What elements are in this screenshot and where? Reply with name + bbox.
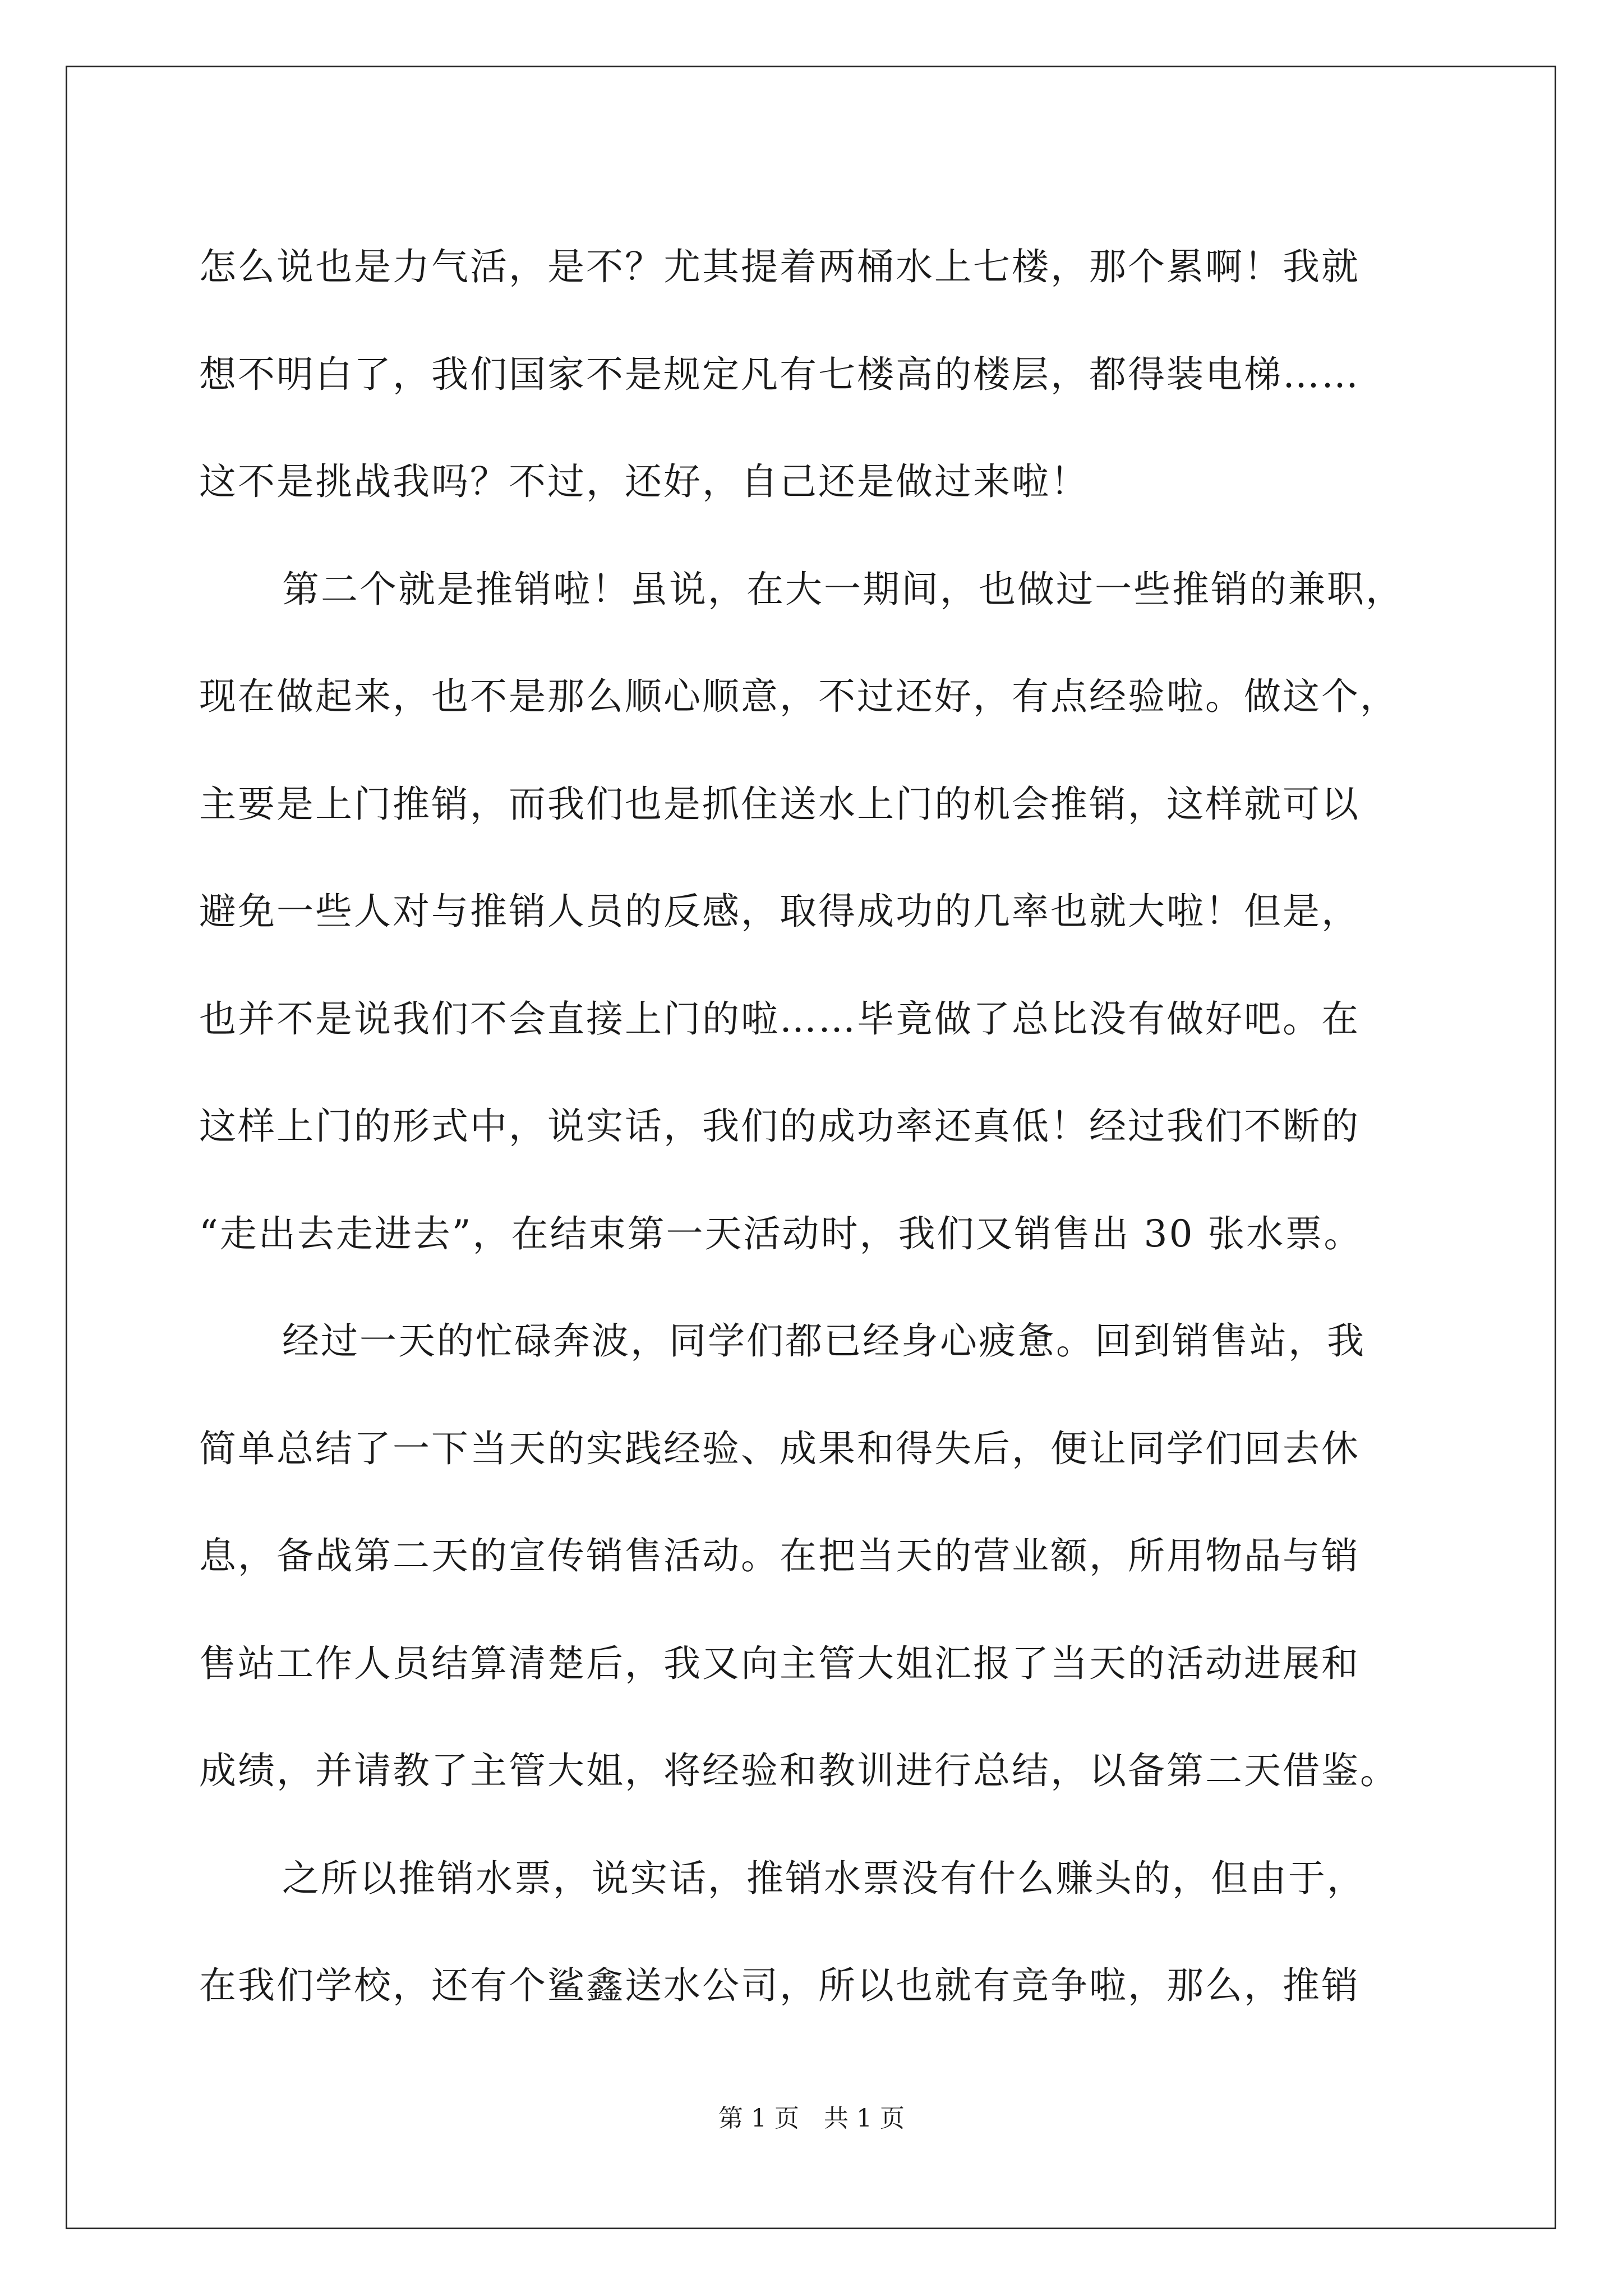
page-total: 共 1 页 <box>824 2104 905 2133</box>
text-line: 这不是挑战我吗？不过，还好，自己还是做过来啦！ <box>199 460 1089 503</box>
text-line: 这样上门的形式中，说实话，我们的成功率还真低！经过我们不断的 <box>199 1105 1360 1148</box>
text-line: 成绩，并请教了主管大姐，将经验和教训进行总结，以备第二天借鉴。 <box>199 1749 1399 1792</box>
document-body <box>199 213 1422 2040</box>
page-footer <box>0 2098 1623 2134</box>
text-line: 息，备战第二天的宣传销售活动。在把当天的营业额，所用物品与销 <box>199 1534 1360 1577</box>
text-line: 主要是上门推销，而我们也是抓住送水上门的机会推销，这样就可以 <box>199 782 1360 826</box>
paragraph-start-line: 经过一天的忙碌奔波，同学们都已经身心疲惫。回到销售站，我 <box>282 1319 1366 1363</box>
text-line: “走出去走进去”，在结束第一天活动时，我们又销售出 30 张水票。 <box>199 1212 1363 1255</box>
text-line: 想不明白了，我们国家不是规定凡有七楼高的楼层，都得装电梯…… <box>199 352 1360 396</box>
paragraph-start-line: 第二个就是推销啦！虽说，在大一期间，也做过一些推销的兼职， <box>282 567 1404 611</box>
text-line: 在我们学校，还有个鲨鑫送水公司，所以也就有竞争啦，那么，推销 <box>199 1964 1360 2007</box>
text-line: 避免一些人对与推销人员的反感，取得成功的几率也就大啦！但是， <box>199 890 1360 933</box>
text-line: 怎么说也是力气活，是不？尤其提着两桶水上七楼，那个累啊！我就 <box>199 245 1360 288</box>
text-line: 也并不是说我们不会直接上门的啦……毕竟做了总比没有做好吧。在 <box>199 997 1360 1041</box>
paragraph-start-line: 之所以推销水票，说实话，推销水票没有什么赚头的，但由于， <box>282 1856 1366 1900</box>
text-line: 现在做起来，也不是那么顺心顺意，不过还好，有点经验啦。做这个， <box>199 675 1399 718</box>
text-line: 售站工作人员结算清楚后，我又向主管大姐汇报了当天的活动进展和 <box>199 1641 1360 1685</box>
page-number: 第 1 页 <box>718 2104 799 2133</box>
text-line: 简单总结了一下当天的实践经验、成果和得失后，便让同学们回去休 <box>199 1427 1360 1470</box>
